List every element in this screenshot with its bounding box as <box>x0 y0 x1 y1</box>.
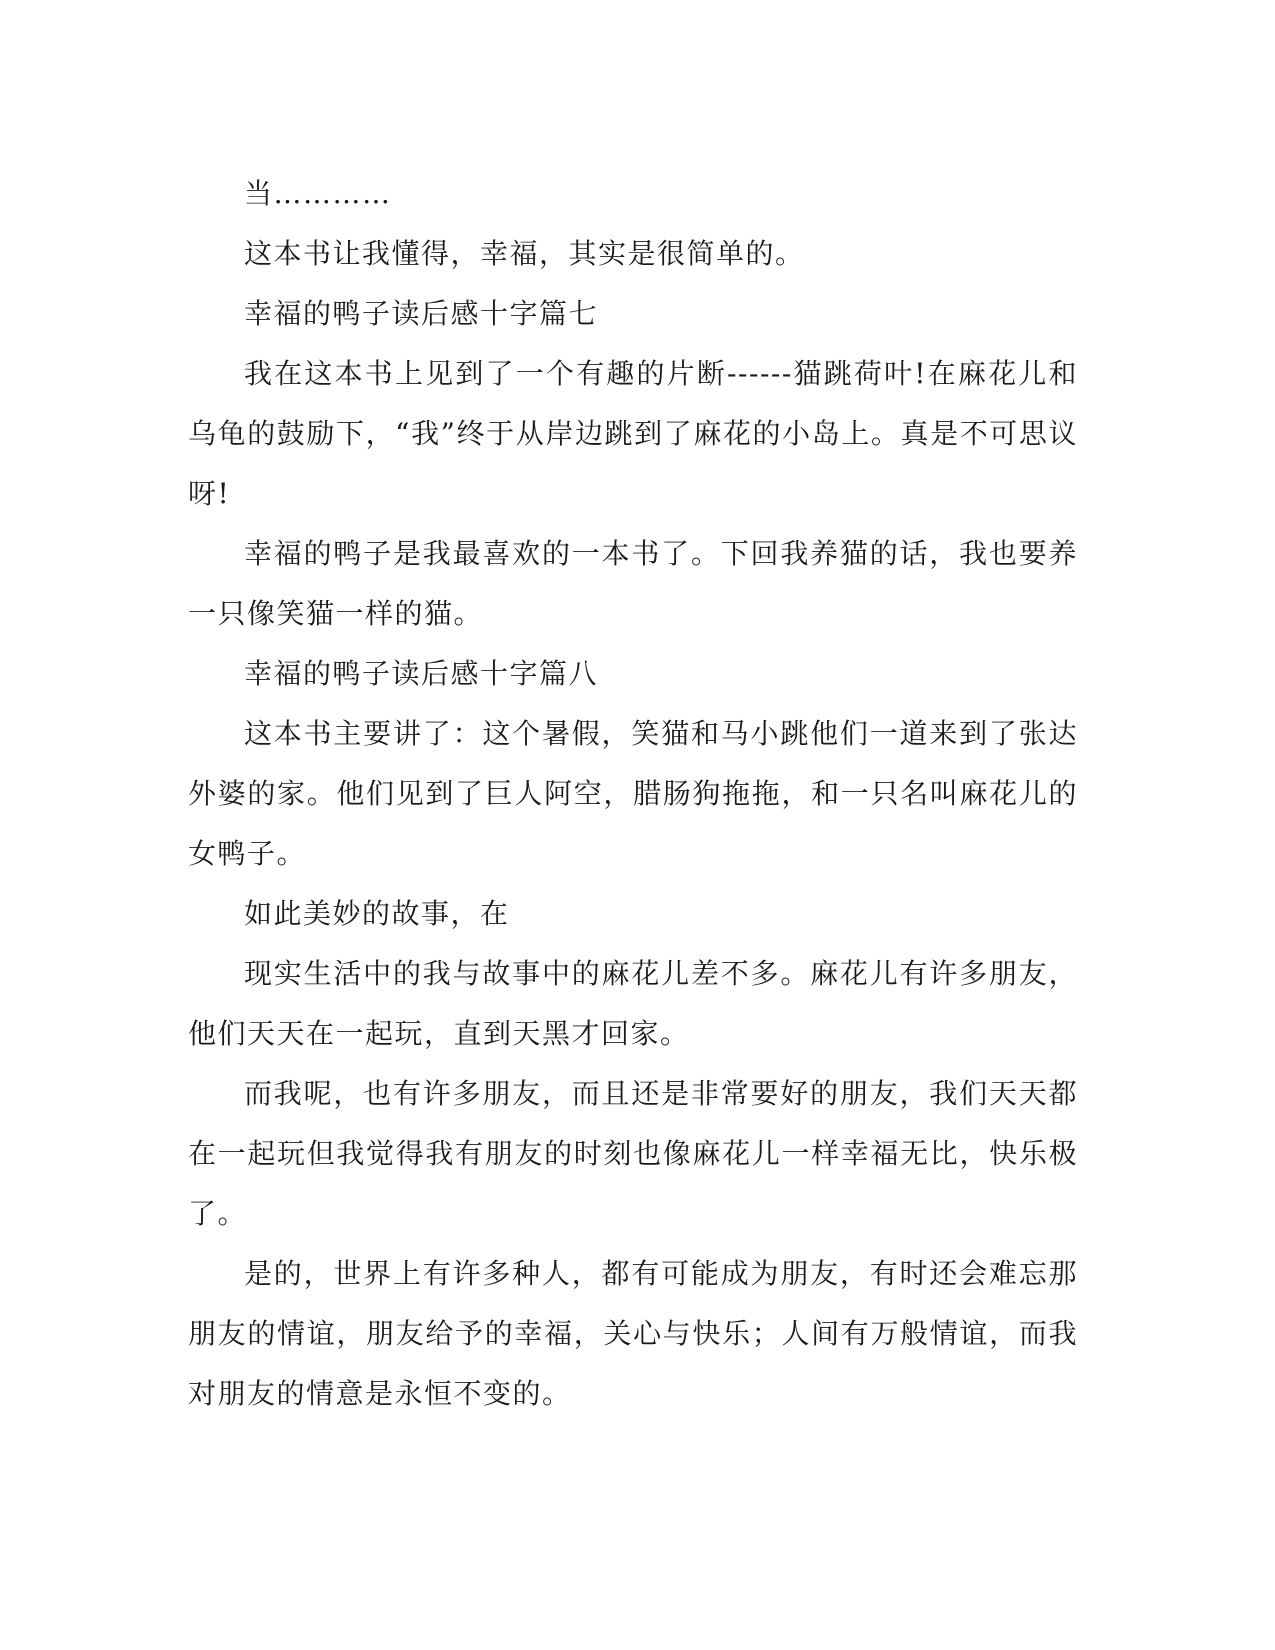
paragraph-intro-ellipsis: 当………… <box>244 177 392 210</box>
paragraph-summary: 这本书主要讲了：这个暑假，笑猫和马小跳他们一道来到了张达外婆的家。他们见到了巨人阿空，腊肠狗拖拖，和一只名叫麻花儿的女鸭子。 <box>188 717 1078 870</box>
paragraph-cat-jump: 我在这本书上见到了一个有趣的片断------猫跳荷叶!在麻花儿和乌龟的鼓励下，“我”终于从岸边跳到了麻花的小岛上。真是不可思议呀! <box>188 357 1078 510</box>
paragraph-real-life: 现实生活中的我与故事中的麻花儿差不多。麻花儿有许多朋友，他们天天在一起玩，直到天黑才回家。 <box>188 957 1078 1050</box>
document-body <box>188 164 1078 1424</box>
paragraph-wonderful-story: 如此美妙的故事，在 <box>244 897 510 930</box>
paragraph-happiness-simple: 这本书让我懂得，幸福，其实是很简单的。 <box>244 237 805 270</box>
section-heading-eight: 幸福的鸭子读后感十字篇八 <box>244 657 599 690</box>
paragraph-favorite-book: 幸福的鸭子是我最喜欢的一本书了。下回我养猫的话，我也要养一只像笑猫一样的猫。 <box>188 537 1078 630</box>
paragraph-friendship: 是的，世界上有许多种人，都有可能成为朋友，有时还会难忘那朋友的情谊，朋友给予的幸福，关心与快乐；人间有万般情谊，而我对朋友的情意是永恒不变的。 <box>188 1257 1078 1410</box>
paragraph-my-friends: 而我呢，也有许多朋友，而且还是非常要好的朋友，我们天天都在一起玩但我觉得我有朋友的时刻也像麻花儿一样幸福无比，快乐极了。 <box>188 1077 1078 1230</box>
section-heading-seven: 幸福的鸭子读后感十字篇七 <box>244 297 599 330</box>
